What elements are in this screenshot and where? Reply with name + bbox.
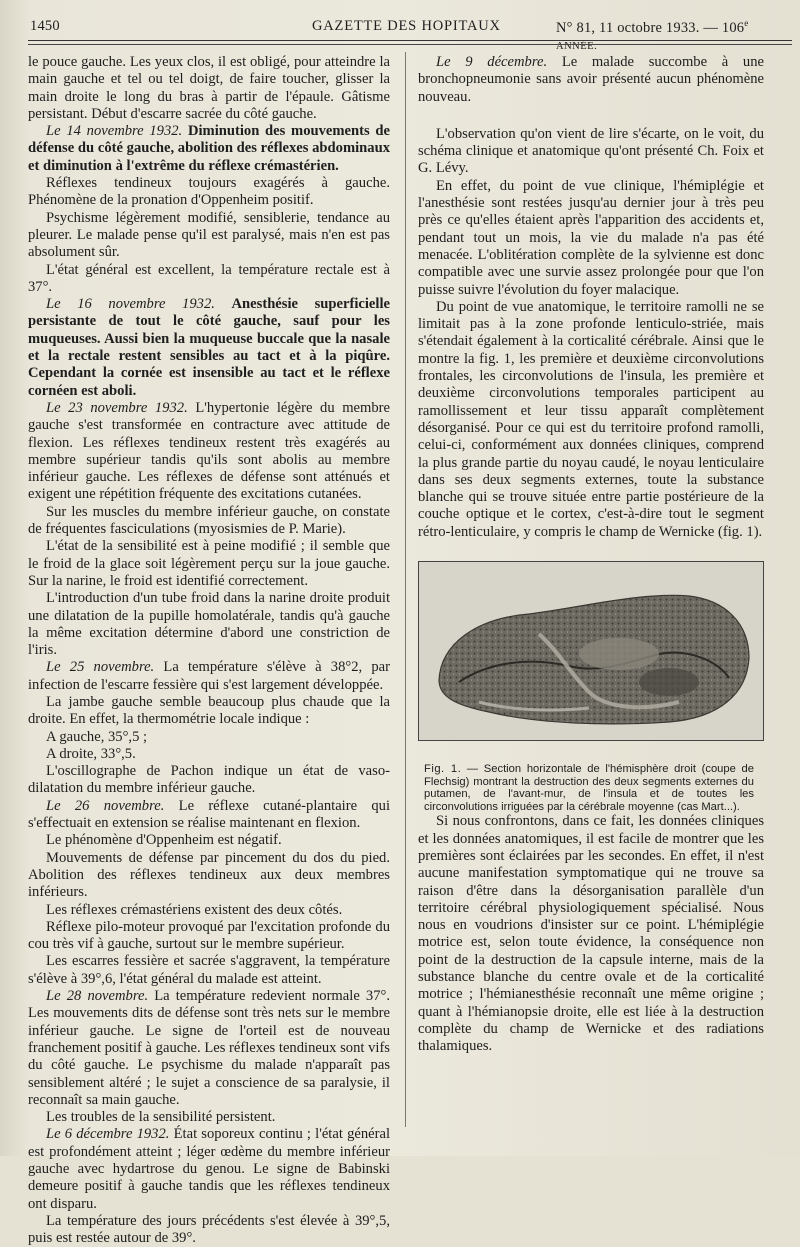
paragraph: A droite, 33°,5.: [46, 745, 136, 762]
paragraph: A gauche, 35°,5 ;: [46, 728, 148, 745]
right-column: [418, 54, 764, 1056]
figure-caption-text: — Section horizontale de l'hémisphère droit (coupe de Flechsig) montrant la destruction des deux segments externes du putamen, de l'avant-mur, de l'insula et de toutes les circonvolutions irriguées par la cérébrale moyenne (cas Mart...).: [424, 763, 755, 813]
paragraph: Sur les muscles du membre inférieur gauche, on constate de fréquentes fasciculations (myosismies de P. Marie).: [28, 503, 390, 538]
date-heading: Le 14 novembre 1932.: [46, 123, 183, 140]
paragraph: En effet, du point de vue clinique, l'hémiplégie et l'anesthésie sont restées jusqu'au dernier jour à très peu près ce qu'elles étaient après l'apparition des accidents et, pendant tout un mois, la vie du malade n'a pas été menacée. L'oblitération complète de la sylvienne est donc compatible avec une survie assez prolongée pour que l'on puisse suivre l'évolution du foyer malacique.: [418, 177, 764, 298]
paragraph-text: La température s'élève à 38°2, par infection de l'escarre fessière qui s'est largement développée.: [28, 659, 390, 693]
paragraph: Réflexe pilo-moteur provoqué par l'excitation profonde du cou très vif à gauche, surtout sur le membre supérieur.: [28, 918, 390, 953]
journal-title: GAZETTE DES HOPITAUX: [312, 18, 501, 34]
issue-ordinal: e: [744, 18, 749, 28]
paragraph: Les troubles de la sensibilité persistent.: [46, 1109, 276, 1126]
paragraph: Mouvements de défense par pincement du dos du pied. Abolition des réflexes tendineux aux deux membres inférieurs.: [28, 849, 390, 901]
header-rule-thick: [28, 40, 792, 41]
figure-label: Fig. 1.: [424, 763, 462, 776]
column-divider: [405, 52, 406, 1127]
date-heading: Le 26 novembre.: [46, 797, 165, 814]
paragraph: le pouce gauche. Les yeux clos, il est obligé, pour atteindre la main gauche et tel ou tel doigt, de faire toucher, glisser la main droite le long du bras à partir de l'épaule. Gâtisme persistant. Début d'escarre sacrée du côté gauche.: [28, 54, 390, 122]
paragraph: [28, 988, 390, 1109]
bold-text: Diminution des mouvements de défense du côté gauche, abolition des réflexes abdominaux et diminution à l'extrême du réflexe crémastérien.: [28, 123, 391, 174]
brain-section-image: [419, 562, 763, 740]
issue-info: [556, 18, 790, 54]
paragraph: L'introduction d'un tube froid dans la narine droite produit une dilatation de la pupille homolatérale, tandis qu'à gauche la même excitation détermine d'abord une constriction de l'iris.: [28, 590, 390, 659]
paragraph: [28, 123, 390, 175]
spacer: [418, 106, 764, 126]
paragraph: La température des jours précédents s'est élevée à 39°,5, puis est restée autour de 39°.: [28, 1212, 390, 1247]
paragraph: Les escarres fessière et sacrée s'aggravent, la température s'élève à 39°,6, l'état général du malade est atteint.: [28, 953, 390, 987]
paragraph: [28, 296, 390, 400]
left-column: [28, 54, 390, 1247]
paragraph: La jambe gauche semble beaucoup plus chaude que la droite. En effet, la thermométrie locale indique :: [28, 693, 390, 728]
paragraph-text: Le malade succombe à une bronchopneumonie sans avoir présenté aucun phénomène nouveau.: [418, 54, 764, 105]
date-heading: Le 23 novembre 1932.: [46, 399, 188, 416]
paragraph: L'état général est excellent, la température rectale est à 37°.: [28, 261, 390, 295]
paragraph: [418, 54, 764, 106]
paragraph-text: Le réflexe cutané-plantaire qui s'effectuait en extension se réalise maintenant en flexion.: [28, 797, 390, 832]
paragraph: [28, 400, 390, 504]
page-number: 1450: [30, 18, 60, 34]
paragraph: Si nous confrontons, dans ce fait, les données cliniques et les données anatomiques, il est facile de montrer que les premières sont éclairées par les secondes. En effet, il n'est aucune manifestation symptomatique qui ne trouve sa raison d'être dans la désorganisation parallèle d'un territoire cérébral physiologiquement spécialisé. Nous nous en voudrions d'insister sur ce point. L'hémiplégie motrice est, selon toute évidence, la conséquence non point de la destruction de la capsule interne, mais de la substance blanche du centre ovale et de la corticalité motrice ; l'hémianesthésie reconnaît une même origine ; quant à l'hémianopsie droite, elle est liée à la destruction complète du champ de Wernicke et des radiations thalamiques.: [418, 813, 764, 1055]
paragraph: [28, 798, 390, 833]
date-heading: Le 28 novembre.: [46, 988, 149, 1005]
figure-brain-section: [418, 561, 764, 741]
figure-frame: [418, 561, 764, 741]
paragraph: [28, 1126, 390, 1212]
paragraph-text: État soporeux continu ; l'état général est profondément atteint ; léger œdème du membre inférieur gauche avec hydartrose du genou. Le signe de Babinski demeure positif à gauche tandis que les réflexes tendineux ont disparu.: [28, 1126, 391, 1212]
paragraph: [28, 659, 390, 694]
paragraph: Réflexes tendineux toujours exagérés à gauche. Phénomène de la pronation d'Oppenheim positif.: [28, 175, 390, 209]
paragraph: Les réflexes crémastériens existent des deux côtés.: [46, 901, 343, 918]
date-heading: Le 9 décembre.: [436, 54, 548, 70]
header-rule-thin: [28, 44, 792, 45]
date-heading: Le 6 décembre 1932.: [46, 1126, 170, 1143]
issue-year-label: ANNÉE.: [556, 40, 598, 52]
paragraph: Psychisme légèrement modifié, sensiblerie, tendance au pleurer. Le malade pense qu'il est paralysé, mais n'en est pas absolument sûr.: [28, 209, 390, 261]
date-heading: Le 25 novembre.: [46, 659, 155, 676]
paragraph: Le phénomène d'Oppenheim est négatif.: [46, 832, 282, 849]
paragraph: Du point de vue anatomique, le territoire ramolli ne se limitait pas à la zone profonde lenticulo-striée, mais s'étendait également à la corticalité cérébrale. Ainsi que le montre la fig. 1, les première et deuxième circonvolutions frontales, les circonvolutions de l'insula, les première et deuxième circonvolutions temporales participent au ramollissement et leur tissu apparaît complètement désorganisé. Pour ce qui est du territoire profond ramolli, celui-ci, conformément aux données cliniques, comprend la plus grande partie du noyau caudé, le noyau lenticulaire dans ses deux segments externes, toute la substance blanche qui se trouve située entre partie postérieure de la couche optique et le cortex, c'est-à-dire tout le segment rétro-lenticulaire, y compris le champ de Wernicke (fig. 1).: [418, 298, 764, 540]
page-header: [30, 14, 790, 52]
paragraph-text: La température redevient normale 37°. Les mouvements dits de défense sont très nets sur le membre inférieur gauche. Le signe de l'orteil est de nouveau franchement positif à gauche. Les réflexes tendineux sont vifs du côté gauche. Le psychisme du malade n'apparaît pas sensiblement altéré ; le sujet a conscience de sa paralysie, il reconnaît sa main gauche.: [28, 988, 390, 1108]
figure-caption: [424, 763, 754, 813]
paragraph: L'état de la sensibilité est à peine modifié ; il semble que le froid de la glace soit légèrement perçu sur la joue gauche. Sur la narine, le froid est identifié correctement.: [28, 538, 390, 589]
bold-text: Anesthésie superficielle persistante de tout le côté gauche, sauf pour les muqueuses. Aussi bien la muqueuse buccale que la nasale et la rectale restent sensibles au tact et à la piqûre. Cependant la cornée est insensible au tact et le réflexe cornéen est aboli.: [28, 296, 390, 399]
paragraph-text: L'hypertonie légère du membre gauche s'est transformée en contracture avec attitude de flexion. Les réflexes tendineux restent très exagérés au membre supérieur tandis qu'ils sont abolis au membre inférieur gauche. Les réflexes de défense sont atténués et exigent une répétition fréquente des excitations cutanées.: [28, 399, 391, 503]
paragraph: L'observation qu'on vient de lire s'écarte, on le voit, du schéma clinique et anatomique qu'ont présenté Ch. Foix et G. Lévy.: [418, 125, 764, 177]
date-heading: Le 16 novembre 1932.: [46, 296, 215, 313]
paragraph: L'oscillographe de Pachon indique un état de vaso-dilatation du membre inférieur gauche.: [28, 763, 390, 797]
issue-date: N° 81, 11 octobre 1933. — 106: [556, 19, 745, 36]
